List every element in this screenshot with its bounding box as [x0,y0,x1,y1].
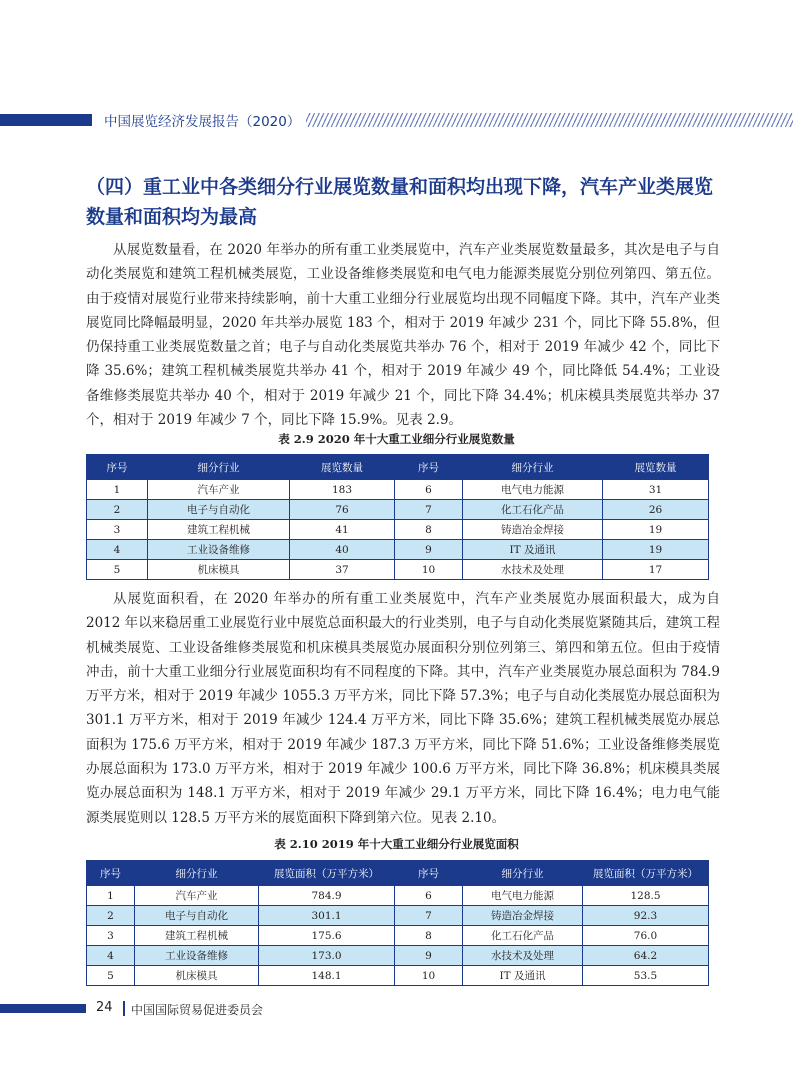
table-cell: 40 [290,540,395,560]
table-header-row [87,455,709,480]
table-cell: 5 [87,560,148,580]
table-cell: 6 [395,480,463,500]
table-cell: 10 [395,966,463,986]
page-number: 24 [96,1000,113,1015]
table-cell: 7 [395,906,463,926]
table-cell: 机床模具 [148,560,290,580]
column-header: 展览数量 [603,455,709,480]
table-caption: 表 2.10 2019 年十大重工业细分行业展览面积 [274,837,519,851]
table-cell: 17 [603,560,709,580]
table-caption: 表 2.9 2020 年十大重工业细分行业展览数量 [278,432,515,446]
table-row [87,966,709,986]
table-cell: 6 [395,886,463,906]
table-cell: 173.0 [259,946,395,966]
table-row [87,540,709,560]
header-hatch-decoration [306,113,793,127]
column-header: 细分行业 [135,861,259,886]
table-cell: 76.0 [583,926,709,946]
column-header: 序号 [395,861,463,886]
table-cell: 化工石化产品 [463,926,583,946]
running-header [0,108,793,132]
exhibition-count-table [86,454,709,580]
table-cell: 汽车产业 [135,886,259,906]
table-cell: 2 [87,906,135,926]
table-cell: 9 [395,540,463,560]
paragraph-text: 从展览面积看，在 2020 年举办的所有重工业类展览中，汽车产业类展览办展面积最大，成为自 2012 年以来稳居重工业展览行业中展览总面积最大的行业类别，电子与自动化类展览紧随其后，建筑工程机械类展览、工业设备维修类展览和机床模具类展览办展面积分别位列第三、第四和第五位。但由于疫情冲击，前十大重工业细分行业展览面积均有不同程度的下降。其中，汽车产业类展览办展总面积为 784.9 万平方米，相对于 2019 年减少 1055.3 万平方米，同比下降 57.3%；电子与自动化类展览办展总面积为 301.1 万平方米，相对于 2019 年减少 124.4 万平方米，同比下降 35.6%；建筑工程机械类展览办展总面积为 175.6 万平方米，相对于 2019 年减少 187.3 万平方米，同比下降 51.6%；工业设备维修类展览办展总面积为 173.0 万平方米，相对于 2019 年减少 100.6 万平方米，同比下降 36.8%；机床模具类展览办展总面积为 148.1 万平方米，相对于 2019 年减少 29.1 万平方米，同比下降 16.4%；电力电气能源类展览则以 128.5 万平方米的展览面积下降到第六位。见表 2.10。 [86,591,720,826]
footer-accent-bar [0,1004,86,1013]
table-cell: 水技术及处理 [463,560,603,580]
table-cell: 26 [603,500,709,520]
table-row [87,480,709,500]
table-cell: 1 [87,886,135,906]
header-title: 中国展览经济发展报告（2020） [104,114,301,130]
paragraph-text: 从展览数量看，在 2020 年举办的所有重工业类展览中，汽车产业类展览数量最多，其次是电子与自动化类展览和建筑工程机械类展览，工业设备维修类展览和电气电力能源类展览分别位列第四、第五位。由于疫情对展览行业带来持续影响，前十大重工业细分行业展览均出现不同幅度下降。其中，汽车产业类展览同比降幅最明显，2020 年共举办展览 183 个，相对于 2019 年减少 231 个，同比下降 55.8%，但仍保持重工业类展览数量之首；电子与自动化类展览共举办 76 个，相对于 2019 年减少 42 个，同比下降 35.6%；建筑工程机械类展览共举办 41 个，相对于 2019 年减少 49 个，同比降低 54.4%；工业设备维修类展览共举办 40 个，相对于 2019 年减少 21 个，同比下降 34.4%；机床模具类展览共举办 37 个，相对于 2019 年减少 7 个，同比下降 15.9%。见表 2.9。 [86,242,720,429]
table-cell: 电气电力能源 [463,480,603,500]
table-cell: 76 [290,500,395,520]
table-cell: 工业设备维修 [148,540,290,560]
table-cell: 784.9 [259,886,395,906]
paragraph-exhibition-area [86,587,720,830]
table-cell: 5 [87,966,135,986]
table-cell: 1 [87,480,148,500]
table-cell: 电子与自动化 [135,906,259,926]
page-footer [0,1000,793,1018]
table-cell: 水技术及处理 [463,946,583,966]
table-cell: 31 [603,480,709,500]
table-cell: 8 [395,520,463,540]
table-cell: 电气电力能源 [463,886,583,906]
table-cell: 铸造冶金焊接 [463,906,583,926]
table-cell: 37 [290,560,395,580]
table-cell: 化工石化产品 [463,500,603,520]
table-cell: 4 [87,540,148,560]
footer-organization: 中国国际贸易促进委员会 [131,1003,264,1017]
table-cell: 2 [87,500,148,520]
table-cell: 7 [395,500,463,520]
table-cell: IT 及通讯 [463,540,603,560]
table-cell: 工业设备维修 [135,946,259,966]
column-header: 序号 [395,455,463,480]
table-cell: 9 [395,946,463,966]
header-accent-bar [0,114,92,126]
column-header: 序号 [87,455,148,480]
column-header: 展览面积（万平方米） [583,861,709,886]
table-row [87,560,709,580]
table-cell: 8 [395,926,463,946]
table-cell: 53.5 [583,966,709,986]
column-header: 细分行业 [463,861,583,886]
table-cell: 3 [87,926,135,946]
table-cell: 19 [603,520,709,540]
exhibition-area-table [86,860,709,986]
table-cell: 183 [290,480,395,500]
table-row [87,946,709,966]
table-cell: 4 [87,946,135,966]
column-header: 展览数量 [290,455,395,480]
table-row [87,886,709,906]
column-header: 序号 [87,861,135,886]
table-cell: IT 及通讯 [463,966,583,986]
table-header-row [87,861,709,886]
table-cell: 3 [87,520,148,540]
table-cell: 64.2 [583,946,709,966]
table-cell: 148.1 [259,966,395,986]
table-cell: 汽车产业 [148,480,290,500]
table-row [87,926,709,946]
table-cell: 19 [603,540,709,560]
table-cell: 铸造冶金焊接 [463,520,603,540]
table-row [87,520,709,540]
column-header: 细分行业 [463,455,603,480]
table-cell: 机床模具 [135,966,259,986]
table-row [87,906,709,926]
table-cell: 建筑工程机械 [135,926,259,946]
table-cell: 41 [290,520,395,540]
table-cell: 128.5 [583,886,709,906]
table-cell: 301.1 [259,906,395,926]
table-cell: 175.6 [259,926,395,946]
column-header: 展览面积（万平方米） [259,861,395,886]
table-cell: 10 [395,560,463,580]
column-header: 细分行业 [148,455,290,480]
table-cell: 建筑工程机械 [148,520,290,540]
table-cell: 电子与自动化 [148,500,290,520]
footer-separator [123,1001,125,1016]
table-row [87,500,709,520]
section-title: （四）重工业中各类细分行业展览数量和面积均出现下降，汽车产业类展览数量和面积均为最高 [86,176,714,228]
table-cell: 92.3 [583,906,709,926]
paragraph-exhibition-count [86,238,720,432]
